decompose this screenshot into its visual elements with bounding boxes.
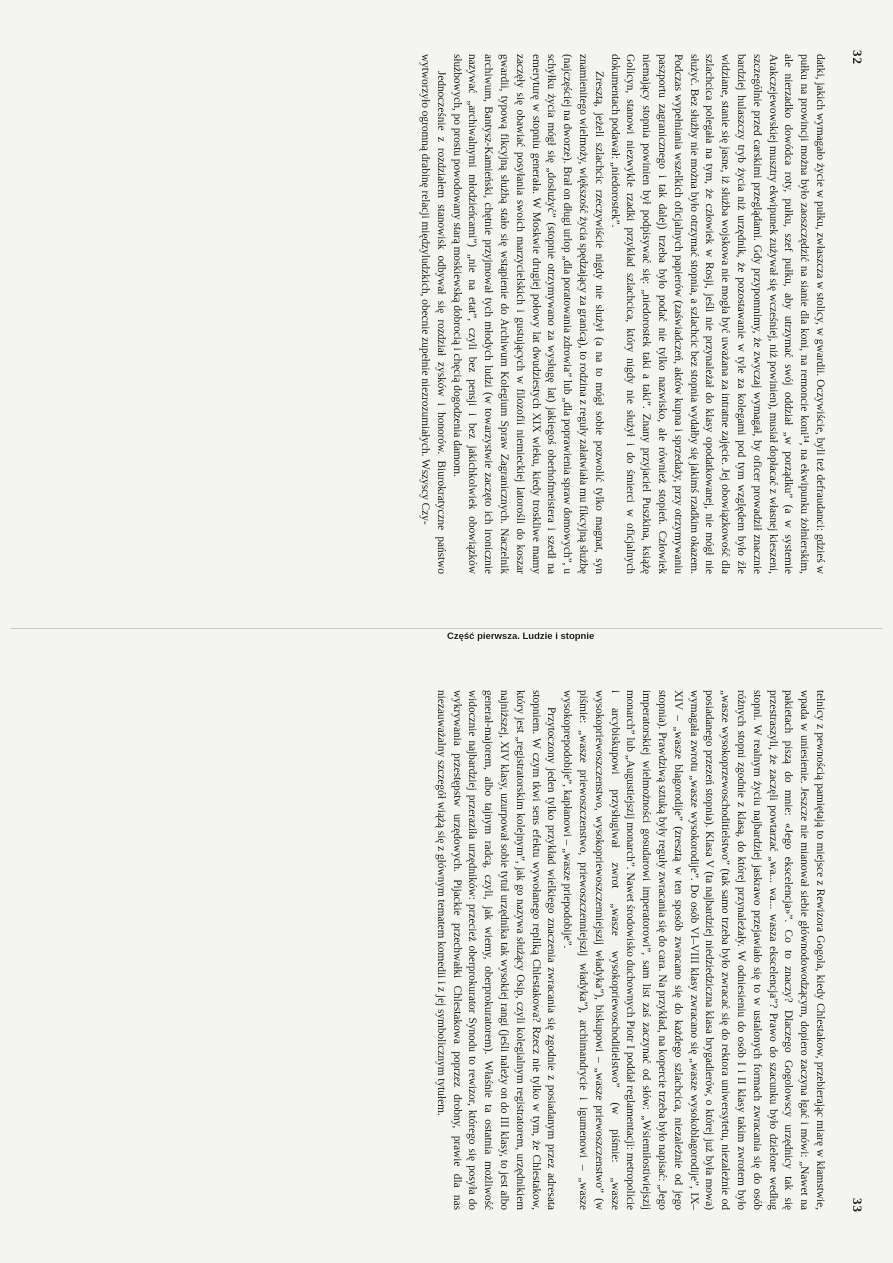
right-page-number: 33 bbox=[850, 1198, 865, 1213]
left-page-number: 32 bbox=[850, 50, 865, 65]
paragraph: Jednocześnie z rozdziałem stanowisk odbywał się rozdział zysków i honorów. Biurokratyczne państwo wytworzyło ogromną drabinę relacji międzyludzkich, obecnie zupełnie niezrozumiałych. Wszyscy Czy- bbox=[419, 54, 447, 574]
left-page-text bbox=[27, 54, 827, 574]
paragraph: datki, jakich wymagało życie w pułku, zwłaszcza w stolicy, w gwardii. Oczywiście, byli też defraudanci: gdzieś w pułku na prowincji można było zaoszczędzić na sianie dla koni, na remoncie koni¹⁴, na ekwipunku żołnierskim, ale nierzadko dowódca roty, pułku, szef pułku, aby utrzymać swój oddział „w porządku” (a w systemie Arakczejewowskiej musztry ekwipunek zużywał się wcześniej, niż powinien), musiał dopłacać z własnej kieszeni, szczególnie przed carskimi przeglądami. Gdy przypomnimy, że zwyczaj wymagał, by oficer prowadził znacznie bardziej hulaszczy tryb życia niż urzędnik, że pozostawanie w tyle za kolegami pod tym względem było źle widziane, stanie się jasne, iż służba wojskowa nie mogła być uważana za intratne zajęcie. Jej obowiązkowość dla szlachcica polegała na tym, że człowiek w Rosji, jeśli nie przynależał do klasy opodatkowanej, nie mógł nie służyć. Bez służby nie można było otrzymać stopnia, a szlachcic bez stopnia wydałby się jakimś rzadkim okazem. Podczas wypełniania wszelkich oficjalnych papierów (zaświadczeń, aktów kupna i sprzedaży, przy otrzymywaniu paszportu zagranicznego i tak dalej) trzeba było podać nie tylko nazwisko, ale również stopień. Człowiek niemający stopnia powinien był podpisywać się: „niedorostek taki a taki”. Znany przyjaciel Puszkina, książę Golicyn, stanowi niezwykle rzadki przykład szlachcica, który nigdy nie służył i do śmierci w oficjalnych dokumentach podawał: „niedorostek”. bbox=[608, 54, 826, 574]
right-page-text bbox=[27, 690, 827, 1210]
paragraph: Przytoczony jeden tylko przykład wielkiego znaczenia zwracania się zgodnie z posiadanym przez adresata stopniem. W czym tkwi sens efektu wywołanego repliką Chlestakowa? Rzecz nie tylko w tym, że Chlestakow, który jest „registratorskim kolejnym”, jak go nazywa służący Osip, czyli kolegialnym registratorem, urzędnikiem najniższej, XIV klasy, uzurpował sobie tytuł urzędnika tak wysokiej rangi (jeśli należy on do III klasy, to jest albo generał-majorem, albo tajnym radcą, czyli, jak wiemy, oberprokuratorem). Właśnie ta ostatnia możliwość widocznie najbardziej przeraziła urzędników: przecież oberprokurator Synodu to rewizor, którego się posyła do wykrywania przestępstw urzędowych. Pijackie przechwałki Chlestakowa poprzez drobny, prawie dla nas niezauważalny szczegół wiążą się z głównym tematem komedii i z jej symbolicznym tytułem. bbox=[434, 690, 558, 1210]
paragraph: telnicy z pewnością pamiętają to miejsce z Rewizora Gogola, kiedy Chlestakow, przebierając miarę w kłamstwie, wpada w uniesienie. Jeszcze nie mianował siebie głównodowodzącym, dopiero zaczyna łgać i mówi: „Nawet na pakietach piszą do mnie: «Jego ekscelencja»”. Co to znaczy? Dlaczego Gogolowscy urzędnicy tak się przestraszyli, że zaczęli powtarzać „wa... wa... wasza ekscelencja”? Prawo do szacunku było dzielone według stopni. W realnym życiu najbardziej jaskrawo przejawiało się to w ustalonych formach zwracania się do osób różnych stopni zgodnie z klasą, do której przynależały. W odniesieniu do osób I i II klasy takim zwrotem było „wasze wysokoprzewoschoditielstwo” (tak samo trzeba było zwracać się do rektora uniwersytetu, niezależnie od posiadanego przezeń stopnia). Klasa V (ta najbardziej niedziedziczna klasa brygadierów, o której już była mowa) wymagała zwrotu „wasze wysokorodije”. Do osób VI–VIII klasy zwracano się „wasze wysokoblagorodije”, IX–XIV – „wasze blagorodije” (zresztą w ten sposób zwracano się do każdego szlachcica, niezależnie od jego stopnia). Prawdziwą sztuką były reguły zwracania się do cara. Na przykład, na kopercie trzeba było napisać: „Jego imperatorskiej wielmożności gosudarowi imperatorowi”, sam list zaś zaczynać od słów: „Wsiemiłostiwiejszij monarch” lub „Augustiejszij monarch”. Nawet środowisko duchownych Piotr I poddał reglamentacji: metropolicie i arcybiskupowi przysługiwał zwrot „wasze wysokopriewoschoditielstwo” (w piśmie: „wasze wysokopriewoszczenstwo, wysokopriewoszczenniejszij władyka”), biskupowi – „wasze priewoszczenstwo” (w piśmie: „wasze priewoszczenstwo, priewoszczenniejszij władyka”), archimandrycie i igumenowi – „wasze wysokoprepodobije”, kapłanowi – „wasze priepodobije”. bbox=[561, 690, 826, 1210]
running-head: Część pierwsza. Ludzie i stopnie bbox=[447, 631, 595, 642]
paragraph: Zresztą, jeżeli szlachcic rzeczywiście nigdy nie służył (a na to mógł sobie pozwolić tylko magnat, syn znamienitego wielmoży, większość życia spędzający za granicą), to rodzina z reguły załatwiała mu fikcyjną służbę (najczęściej na dworze). Brał on długi urlop „dla poratowania zdrowia” lub „dla poprawienia spraw domowych”, u schyłku życia mógł się „dosłużyć” (stopnie otrzymywano za wysługę lat) jakiegoś oberhofmeistera i szedł na emeryturę w stopniu generała. W Moskwie drugiej połowy lat dwudziestych XIX wieku, kiedy troskliwe mamy zaczęły się obawiać posyłania swoich marzycielskich i gustujących w filozofii niemieckiej latorośli do koszar gwardii, typową fikcyjną służbą stało się wstąpienie do Archiwum Kolegium Spraw Zagranicznych. Naczelnik archiwum, Bantysz-Kamieński, chętnie przyjmował tych młodych ludzi (w towarzystwie zaczęto ich ironicznie nazywać „archiwalnymi młodzieńcami”) „nie na etat”, czyli bez pensji i bez jakichkolwiek obowiązków służbowych, po prostu powodowany starą moskiewską dobrocią i chęcią dogodzenia damom. bbox=[450, 54, 605, 574]
page-gutter bbox=[10, 628, 883, 629]
